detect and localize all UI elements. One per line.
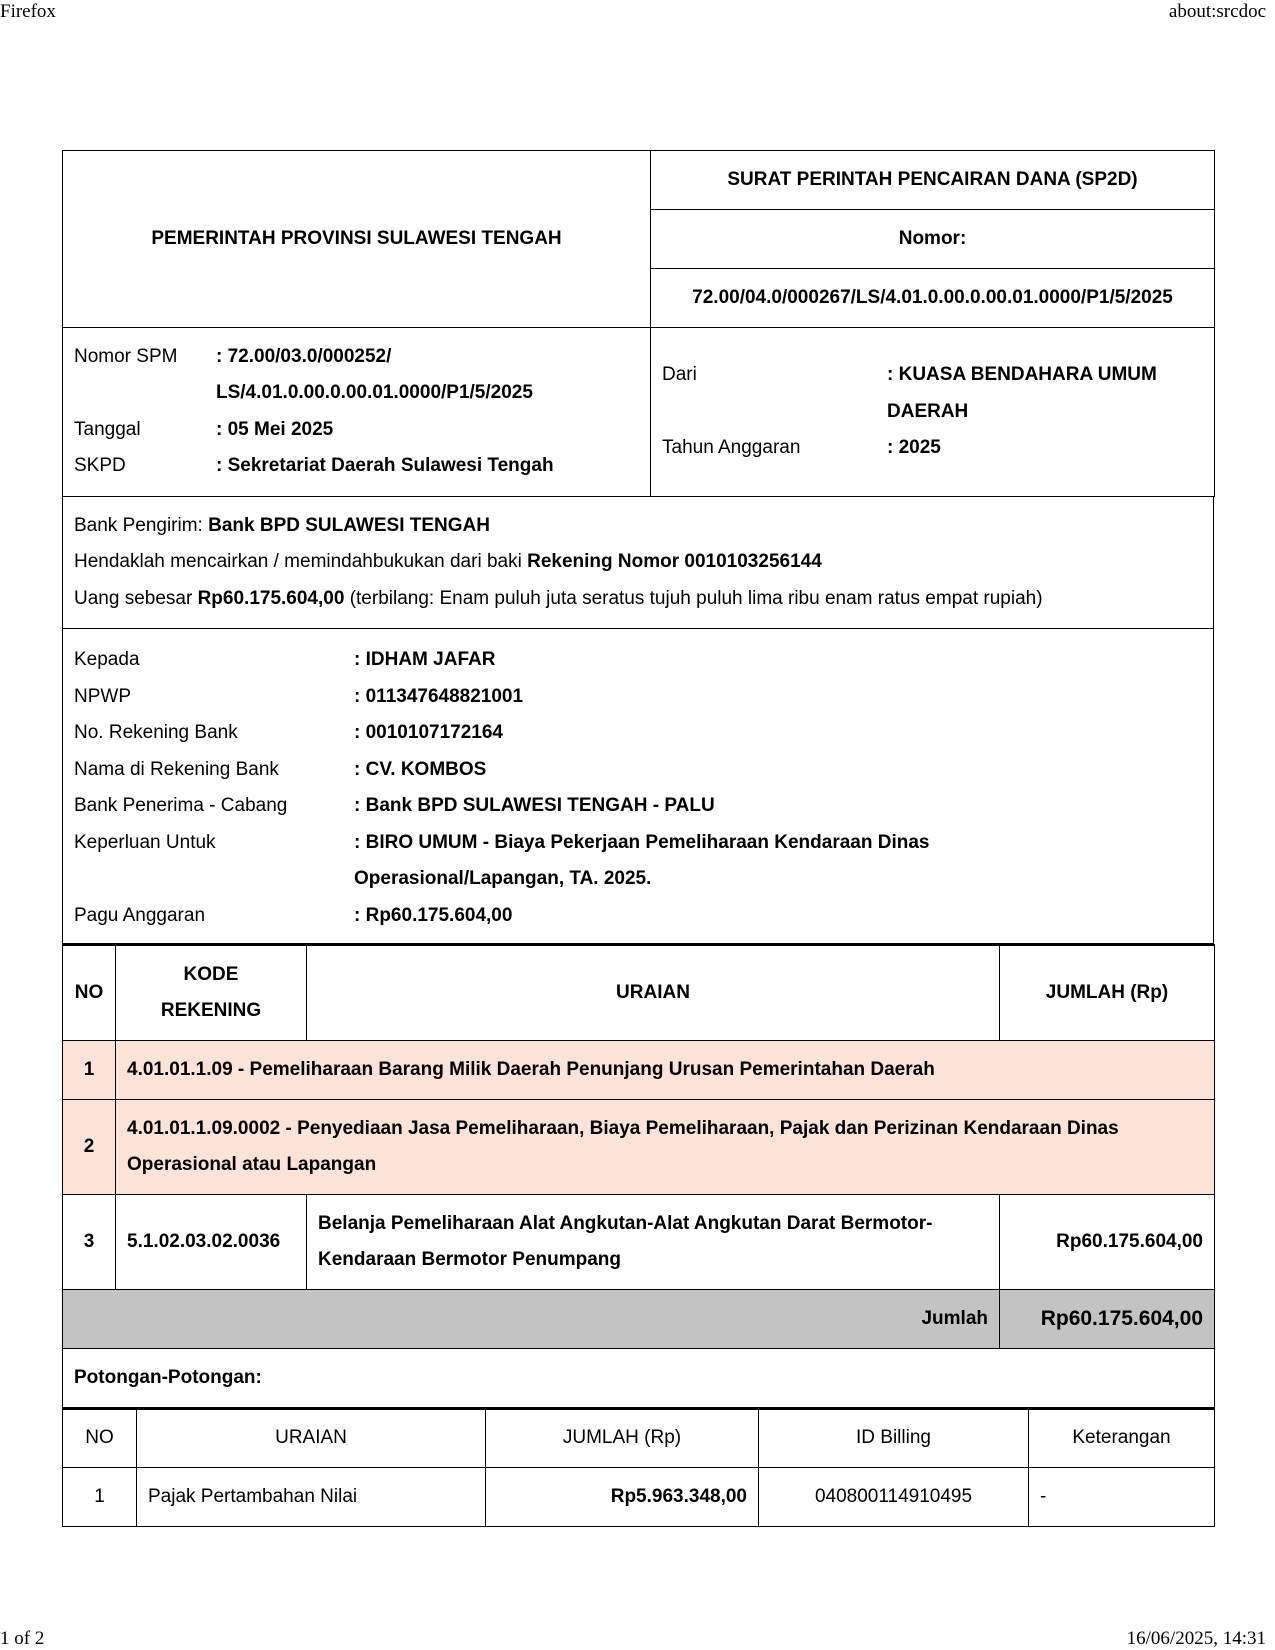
pot-col-keterangan-header: Keterangan — [1029, 1409, 1215, 1468]
spm-info — [62, 328, 1215, 497]
potongan-header-row — [63, 1409, 1215, 1468]
instruction-line — [74, 544, 1202, 581]
row-program-text: 4.01.01.1.09 - Pemeliharaan Barang Milik Daerah Penunjang Urusan Pemerintahan Daerah — [116, 1040, 1215, 1099]
bank-penerima-label: Bank Penerima - Cabang — [74, 795, 288, 816]
tanggal-value: : 05 Mei 2025 — [216, 418, 334, 440]
terbilang-text: (terbilang: Enam puluh juta seratus tujuh puluh lima ribu enam ratus empat rupiah) — [349, 587, 1043, 609]
bank-pengirim — [74, 508, 1202, 545]
browser-url: about:srcdoc — [1168, 1, 1266, 22]
nama-rekening-value: : CV. KOMBOS — [354, 758, 487, 780]
recipient-info — [62, 629, 1214, 944]
rekening-bank-label: No. Rekening Bank — [74, 722, 238, 743]
row-uraian: Belanja Pemeliharaan Alat Angkutan-Alat Angkutan Darat Bermotor-Kendaraan Bermotor Penumpang — [307, 1194, 1000, 1289]
nomor-value: 72.00/04.0/000267/LS/4.01.0.00.0.00.01.0000/P1/5/2025 — [651, 269, 1215, 328]
sp2d-document — [62, 150, 1214, 1527]
bank-pengirim-value: Bank BPD SULAWESI TENGAH — [208, 514, 490, 536]
col-uraian-header: URAIAN — [307, 945, 1000, 1040]
tanggal-label: Tanggal — [74, 418, 141, 440]
nama-rekening-label: Nama di Rekening Bank — [74, 758, 279, 780]
rincian-table — [62, 944, 1215, 1408]
instruction-text: Hendaklah mencairkan / memindahbukukan dari baki — [74, 551, 522, 572]
npwp-label: NPWP — [74, 685, 131, 707]
potongan-title: Potongan-Potongan: — [63, 1348, 1215, 1407]
page-indicator: 1 of 2 — [0, 1628, 45, 1649]
total-row — [63, 1289, 1215, 1348]
row-jumlah: Rp60.175.604,00 — [1000, 1194, 1215, 1289]
pot-row-jumlah: Rp5.963.348,00 — [486, 1468, 759, 1527]
rekening-nomor-value: 0010103256144 — [684, 551, 822, 572]
col-no-header: NO — [63, 945, 116, 1040]
pot-col-no-header: NO — [63, 1409, 137, 1468]
col-kode-header: KODE REKENING — [116, 945, 307, 1040]
browser-app-name: Firefox — [0, 1, 56, 22]
total-label: Jumlah — [63, 1289, 1000, 1348]
kepada-value: : IDHAM JAFAR — [354, 649, 496, 670]
rekening-bank-value: : 0010107172164 — [354, 722, 503, 743]
dari-label: Dari — [662, 364, 697, 385]
row-kode: 5.1.02.03.02.0036 — [116, 1194, 307, 1289]
bank-info — [62, 497, 1214, 630]
total-value: Rp60.175.604,00 — [1000, 1289, 1215, 1348]
nomor-spm-label: Nomor SPM — [74, 345, 178, 367]
table-row — [63, 1194, 1215, 1289]
nomor-spm-value: : 72.00/03.0/000252/ LS/4.01.0.00.0.00.01.0000/P1/5/2025 — [216, 345, 533, 404]
row-no: 1 — [63, 1040, 116, 1099]
table-row — [63, 1040, 1215, 1099]
uang-label: Uang sebesar — [74, 587, 193, 609]
bank-pengirim-label: Bank Pengirim: — [74, 514, 203, 536]
tahun-anggaran-label: Tahun Anggaran — [662, 437, 801, 458]
potongan-table — [62, 1408, 1215, 1528]
document-header — [62, 150, 1215, 328]
government-name: PEMERINTAH PROVINSI SULAWESI TENGAH — [63, 151, 651, 328]
print-datetime: 16/06/2025, 14:31 — [1126, 1628, 1266, 1649]
browser-header — [0, 1, 1275, 25]
kepada-label: Kepada — [74, 649, 140, 670]
npwp-value: : 011347648821001 — [354, 685, 524, 707]
pot-row-keterangan: - — [1029, 1468, 1215, 1527]
keperluan-label: Keperluan Untuk — [74, 831, 216, 853]
browser-footer — [0, 1628, 1275, 1650]
rincian-header-row — [63, 945, 1215, 1040]
potongan-title-row — [63, 1348, 1215, 1407]
pagu-value: : Rp60.175.604,00 — [354, 904, 513, 926]
skpd-value: : Sekretariat Daerah Sulawesi Tengah — [216, 455, 554, 477]
amount-line — [74, 581, 1202, 618]
pot-col-billing-header: ID Billing — [759, 1409, 1029, 1468]
pot-col-uraian-header: URAIAN — [137, 1409, 486, 1468]
dari-value: : KUASA BENDAHARA UMUM DAERAH — [887, 364, 1157, 422]
pot-col-jumlah-header: JUMLAH (Rp) — [486, 1409, 759, 1468]
tahun-anggaran-value: : 2025 — [887, 437, 941, 458]
spm-info-right — [651, 328, 1215, 496]
pot-row-billing: 040800114910495 — [759, 1468, 1029, 1527]
row-no: 3 — [63, 1194, 116, 1289]
bank-penerima-value: : Bank BPD SULAWESI TENGAH - PALU — [354, 795, 715, 816]
pot-row-uraian: Pajak Pertambahan Nilai — [137, 1468, 486, 1527]
pot-row-no: 1 — [63, 1468, 137, 1527]
spm-info-left — [63, 328, 651, 496]
table-row — [63, 1468, 1215, 1527]
rekening-nomor-label: Rekening Nomor — [527, 551, 680, 572]
uang-value: Rp60.175.604,00 — [197, 587, 345, 609]
keperluan-value: : BIRO UMUM - Biaya Pekerjaan Pemeliharaan Kendaraan Dinas Operasional/Lapangan, TA. 2025. — [354, 831, 930, 889]
row-kegiatan-text: 4.01.01.1.09.0002 - Penyediaan Jasa Pemeliharaan, Biaya Pemeliharaan, Pajak dan Perizinan Kendaraan Dinas Operasional atau Lapangan — [116, 1099, 1215, 1194]
row-no: 2 — [63, 1099, 116, 1194]
skpd-label: SKPD — [74, 455, 126, 477]
nomor-label: Nomor: — [651, 210, 1215, 269]
pagu-label: Pagu Anggaran — [74, 904, 206, 926]
col-jumlah-header: JUMLAH (Rp) — [1000, 945, 1215, 1040]
document-title: SURAT PERINTAH PENCAIRAN DANA (SP2D) — [651, 151, 1215, 210]
table-row — [63, 1099, 1215, 1194]
